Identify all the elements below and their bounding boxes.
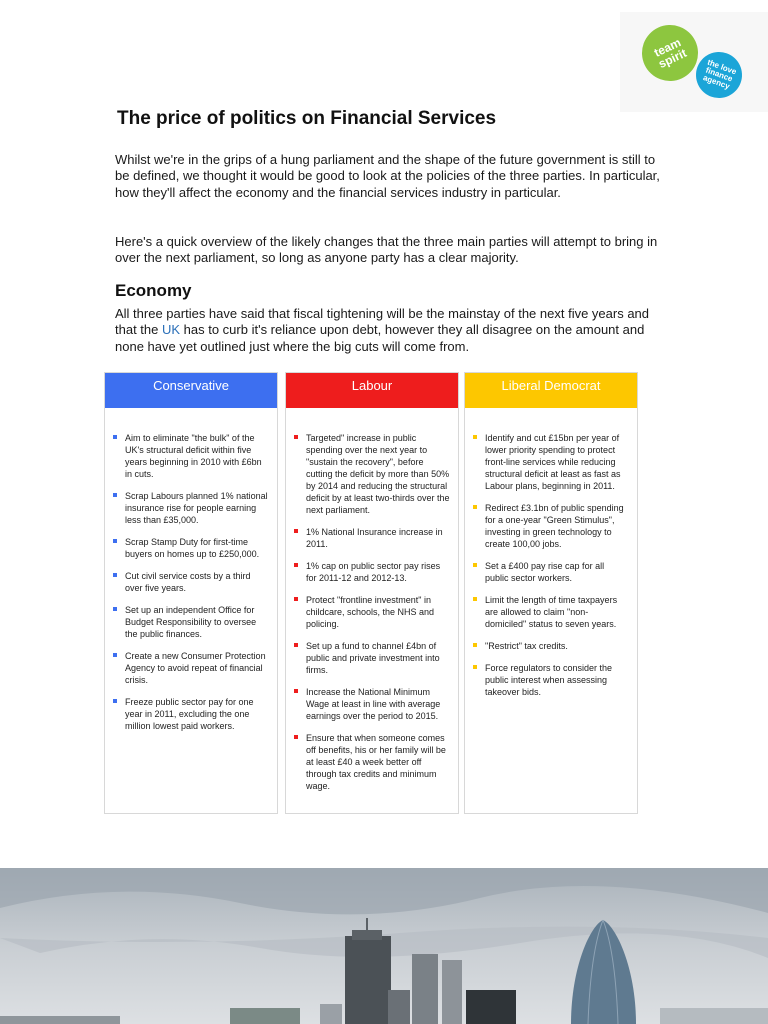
bullet-icon [113, 493, 117, 497]
bullet-icon [294, 597, 298, 601]
bullet-icon [473, 505, 477, 509]
bullet-icon [294, 735, 298, 739]
list-item: Aim to eliminate "the bulk" of the UK's structural deficit within five years beginning in 2010 with £6bn in cuts. [125, 432, 269, 480]
list-item: 1% National Insurance increase in 2011. [306, 526, 450, 550]
bullet-icon [113, 653, 117, 657]
list-item: Targeted" increase in public spending over the next year to "sustain the recovery", before cutting the deficit by more than 50% by 2014 and reducing the structural deficit by at least two-thirds over the next parliament. [306, 432, 450, 516]
bullet-icon [294, 689, 298, 693]
bullet-icon [294, 563, 298, 567]
list-item: Cut civil service costs by a third over five years. [125, 570, 269, 594]
list-item: Set up an independent Office for Budget Responsibility to oversee the public finances. [125, 604, 269, 640]
london-skyline-photo [0, 868, 768, 1024]
list-item: Scrap Labours planned 1% national insurance rise for people earning less than £35,000. [125, 490, 269, 526]
list-item: "Restrict" tax credits. [485, 640, 629, 652]
list-item: Create a new Consumer Protection Agency to avoid repeat of financial crisis. [125, 650, 269, 686]
bullet-icon [473, 435, 477, 439]
list-item: Protect "frontline investment" in childcare, schools, the NHS and policing. [306, 594, 450, 630]
labour-policy-list [286, 408, 458, 814]
list-item: Limit the length of time taxpayers are allowed to claim "non-domiciled" status to seven years. [485, 594, 629, 630]
intro-paragraph-1: Whilst we're in the grips of a hung parliament and the shape of the future government is still to be defined, we thought it would be good to look at the policies of the three parties. In particular, how they'll affect the economy and the financial services industry in particular. [115, 152, 660, 200]
bullet-icon [294, 435, 298, 439]
list-item: Set up a fund to channel £4bn of public and private investment into firms. [306, 640, 450, 676]
party-column-conservative [104, 372, 278, 814]
love-finance-badge: the love finance agency [690, 46, 749, 105]
list-item: Set a £400 pay rise cap for all public sector workers. [485, 560, 629, 584]
list-item: Scrap Stamp Duty for first-time buyers on homes up to £250,000. [125, 536, 269, 560]
bullet-icon [113, 539, 117, 543]
list-item: Ensure that when someone comes off benefits, his or her family will be at least £40 a week better off through tax credits and minimum wage. [306, 732, 450, 792]
uk-link[interactable]: UK [161, 322, 181, 338]
page-title: The price of politics on Financial Services [117, 108, 497, 129]
list-item: Identify and cut £15bn per year of lower priority spending to protect front-line services while reducing structural deficit at least as fast as Labour plans, beginning in 2011. [485, 432, 629, 492]
bullet-icon [473, 597, 477, 601]
bullet-icon [473, 665, 477, 669]
economy-heading: Economy [115, 281, 192, 300]
bullet-icon [473, 643, 477, 647]
list-item: Increase the National Minimum Wage at least in line with average earnings over the period to 2015. [306, 686, 450, 722]
party-column-liberal-democrat [464, 372, 638, 814]
team-spirit-badge: team spirit [633, 16, 707, 90]
bullet-icon [113, 607, 117, 611]
logo [620, 12, 768, 112]
party-header-conservative: Conservative [105, 373, 277, 408]
list-item: Redirect £3.1bn of public spending for a one-year "Green Stimulus", investing in green technology to create 100,00 jobs. [485, 502, 629, 550]
liberal-democrat-policy-list [465, 408, 637, 720]
list-item: 1% cap on public sector pay rises for 2011-12 and 2012-13. [306, 560, 450, 584]
bullet-icon [113, 699, 117, 703]
bullet-icon [473, 563, 477, 567]
party-header-liberal-democrat: Liberal Democrat [465, 373, 637, 408]
list-item: Force regulators to consider the public interest when assessing takeover bids. [485, 662, 629, 698]
party-header-labour: Labour [286, 373, 458, 408]
economy-paragraph: All three parties have said that fiscal tightening will be the mainstay of the next five years and that the UK has to curb it's reliance upon debt, however they all disagree on the amount and none have yet outlined just where the big cuts will come from. [115, 306, 650, 354]
list-item: Freeze public sector pay for one year in 2011, excluding the one million lowest paid workers. [125, 696, 269, 732]
party-column-labour [285, 372, 459, 814]
bullet-icon [294, 643, 298, 647]
bullet-icon [113, 435, 117, 439]
intro-paragraph-2: Here's a quick overview of the likely changes that the three main parties will attempt to bring in over the next parliament, so long as anyone party has a clear majority. [115, 234, 658, 266]
skyline-illustration [0, 868, 768, 1024]
conservative-policy-list [105, 408, 277, 754]
bullet-icon [113, 573, 117, 577]
bullet-icon [294, 529, 298, 533]
